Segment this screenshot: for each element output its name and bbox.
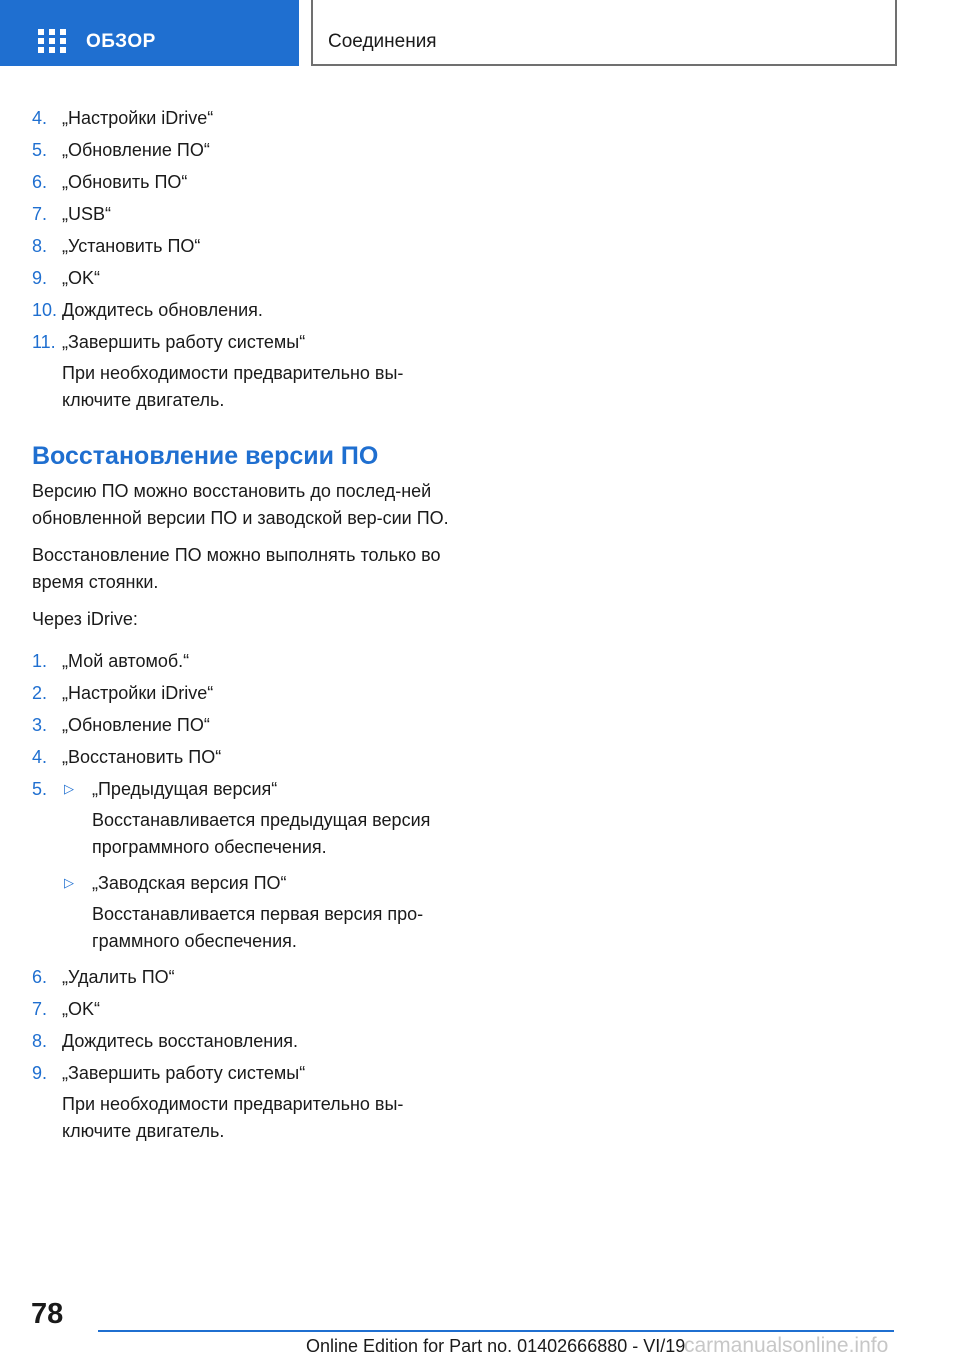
list-item bbox=[32, 741, 452, 773]
tab-section-connections[interactable] bbox=[311, 0, 897, 66]
list-item bbox=[32, 326, 452, 358]
grid-icon bbox=[38, 29, 66, 53]
step-number: 11. bbox=[32, 332, 56, 352]
step-number: 7. bbox=[32, 204, 48, 224]
step-number: 4. bbox=[32, 108, 48, 128]
step-number: 10. bbox=[32, 300, 58, 320]
page-number: 78 bbox=[31, 1298, 64, 1330]
step-text: „Настройки iDrive“ bbox=[62, 108, 214, 128]
tab-overview[interactable] bbox=[0, 0, 299, 66]
step-text: Дождитесь восстановления. bbox=[62, 1031, 299, 1051]
step-text: „Обновить ПО“ bbox=[62, 172, 188, 192]
list-item bbox=[32, 134, 452, 166]
step-text: „Завершить работу системы“ bbox=[62, 1063, 306, 1083]
step-number: 9. bbox=[32, 268, 48, 288]
section-heading: Восстановление версии ПО bbox=[32, 442, 379, 470]
list-item bbox=[32, 961, 452, 993]
list-item bbox=[32, 709, 452, 741]
step-text: „USB“ bbox=[62, 204, 111, 224]
footer-edition: Online Edition for Part no. 01402666880 - VI/19 bbox=[306, 1336, 686, 1356]
list-item bbox=[32, 677, 452, 709]
step-number: 7. bbox=[32, 999, 48, 1019]
step-number: 5. bbox=[32, 140, 48, 160]
steps-list-a bbox=[32, 102, 452, 414]
paragraph: Версию ПО можно восстановить до послед-ней обновленной версии ПО и заводской вер-сии ПО. bbox=[32, 481, 449, 528]
step-text: „Установить ПО“ bbox=[62, 236, 201, 256]
step-text: „Обновление ПО“ bbox=[62, 140, 210, 160]
step-text: „Обновление ПО“ bbox=[62, 715, 210, 735]
step-number: 6. bbox=[32, 172, 48, 192]
option-description: Восстанавливается предыдущая версия программного обеспечения. bbox=[92, 810, 431, 857]
paragraph: Восстановление ПО можно выполнять только во время стоянки. bbox=[32, 545, 441, 592]
paragraph: Через iDrive: bbox=[32, 609, 138, 629]
step-number: 8. bbox=[32, 1031, 48, 1051]
list-item bbox=[32, 262, 452, 294]
step-note: При необходимости предварительно вы-ключите двигатель. bbox=[62, 363, 404, 410]
list-item bbox=[32, 198, 452, 230]
step-number: 1. bbox=[32, 651, 48, 671]
step-text: „OK“ bbox=[62, 268, 100, 288]
step-note: При необходимости предварительно вы-ключите двигатель. bbox=[62, 1094, 404, 1141]
list-item bbox=[32, 773, 452, 805]
list-item bbox=[32, 166, 452, 198]
step-number: 5. bbox=[32, 779, 48, 799]
tab-section-label: Соединения bbox=[328, 31, 437, 52]
page-content bbox=[32, 102, 452, 1145]
list-item bbox=[32, 645, 452, 677]
step-number: 9. bbox=[32, 1063, 48, 1083]
option-label: „Предыдущая версия“ bbox=[92, 779, 278, 799]
option-label: „Заводская версия ПО“ bbox=[92, 873, 287, 893]
list-item bbox=[32, 230, 452, 262]
list-item bbox=[32, 1057, 452, 1089]
top-navigation bbox=[0, 0, 960, 66]
step-text: „OK“ bbox=[62, 999, 100, 1019]
list-item bbox=[32, 102, 452, 134]
step-text: „Завершить работу системы“ bbox=[62, 332, 306, 352]
watermark: carmanualsonline.info bbox=[684, 1334, 889, 1357]
step-number: 6. bbox=[32, 967, 48, 987]
step-text: Дождитесь обновления. bbox=[62, 300, 263, 320]
triangle-bullet-icon: ▷ bbox=[64, 875, 74, 890]
tab-overview-label: ОБЗОР bbox=[86, 31, 156, 52]
footer-divider bbox=[98, 1330, 894, 1332]
step-text: „Восстановить ПО“ bbox=[62, 747, 222, 767]
list-item bbox=[32, 867, 452, 899]
list-item bbox=[32, 993, 452, 1025]
step-number: 8. bbox=[32, 236, 48, 256]
step-text: „Удалить ПО“ bbox=[62, 967, 175, 987]
step-text: „Настройки iDrive“ bbox=[62, 683, 214, 703]
triangle-bullet-icon: ▷ bbox=[64, 781, 74, 796]
step-number: 3. bbox=[32, 715, 48, 735]
list-item bbox=[32, 294, 452, 326]
step-number: 2. bbox=[32, 683, 48, 703]
steps-list-b bbox=[32, 645, 452, 1145]
step-number: 4. bbox=[32, 747, 48, 767]
step-text: „Мой автомоб.“ bbox=[62, 651, 190, 671]
list-item bbox=[32, 1025, 452, 1057]
option-description: Восстанавливается первая версия про-граммного обеспечения. bbox=[92, 904, 424, 951]
